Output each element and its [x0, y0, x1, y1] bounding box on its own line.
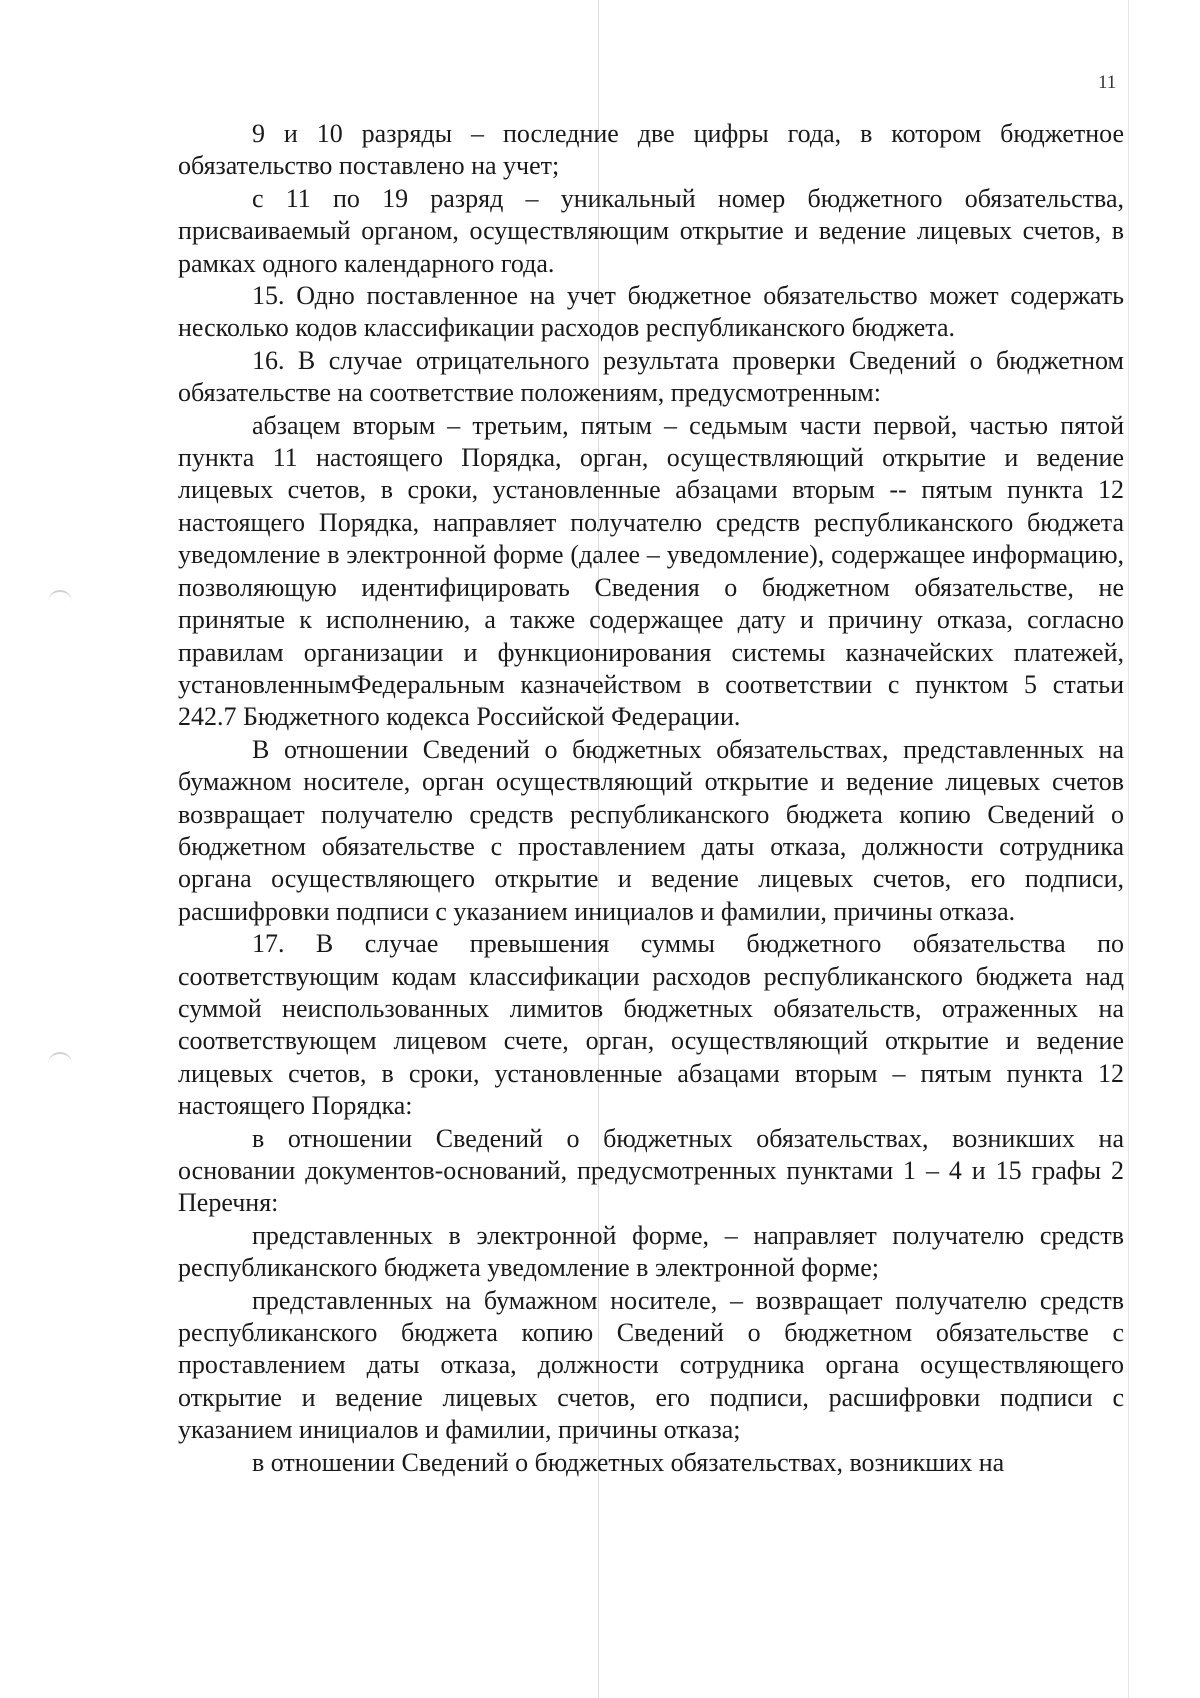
- paragraph: представленных в электронной форме, – направляет получателю средств республиканского бюджета уведомление в электронной форме;: [178, 1220, 1124, 1283]
- punch-hole-mark: [48, 1052, 72, 1068]
- paragraph: абзацем вторым – третьим, пятым – седьмым части первой, частью пятой пункта 11 настоящего Порядка, орган, осуществляющий открытие и ведение лицевых счетов, в сроки, установленные абзацами вторым -- пятым пункта 12 настоящего Порядка, направляет получателю средств республиканского бюджета уведомление в электронной форме (далее – уведомление), содержащее информацию, позволяющую идентифицировать Сведения о бюджетном обязательстве, не принятые к исполнению, а также содержащее дату и причину отказа, согласно правилам организации и функционирования системы казначейских платежей, установленнымФедеральным казначейством в соответствии с пунктом 5 статьи 242.7 Бюджетного кодекса Российской Федерации.: [178, 410, 1124, 732]
- punch-hole-mark: [48, 590, 72, 606]
- paragraph: в отношении Сведений о бюджетных обязательствах, возникших на основании документов-оснований, предусмотренных пунктами 1 – 4 и 15 графы 2 Перечня:: [178, 1123, 1124, 1218]
- paragraph: представленных на бумажном носителе, – возвращает получателю средств республиканского бюджета копию Сведений о бюджетном обязательстве с проставлением даты отказа, должности сотрудника органа осуществляющего открытие и ведение лицевых счетов, его подписи, расшифровки подписи с указанием инициалов и фамилии, причины отказа;: [178, 1285, 1124, 1445]
- paragraph: 17. В случае превышения суммы бюджетного обязательства по соответствующим кодам классификации расходов республиканского бюджета над суммой неиспользованных лимитов бюджетных обязательств, отраженных на соответствующем лицевом счете, орган, осуществляющий открытие и ведение лицевых счетов, в сроки, установленные абзацами вторым – пятым пункта 12 настоящего Порядка:: [178, 929, 1124, 1121]
- paragraph: 16. В случае отрицательного результата проверки Сведений о бюджетном обязательстве на соответствие положениям, предусмотренным:: [178, 345, 1124, 408]
- paragraph: 9 и 10 разряды – последние две цифры года, в котором бюджетное обязательство поставлено на учет;: [178, 119, 1124, 181]
- paragraph: с 11 по 19 разряд – уникальный номер бюджетного обязательства, присваиваемый органом, осуществляющим открытие и ведение лицевых счетов, в рамках одного календарного года.: [178, 183, 1124, 278]
- paragraph: 15. Одно поставленное на учет бюджетное обязательство может содержать несколько кодов классификации расходов республиканского бюджета.: [178, 281, 1124, 343]
- paragraph: в отношении Сведений о бюджетных обязательствах, возникших на: [252, 1447, 1005, 1477]
- page-number: 11: [1098, 72, 1117, 93]
- paragraph: В отношении Сведений о бюджетных обязательствах, представленных на бумажном носителе, орган осуществляющий открытие и ведение лицевых счетов возвращает получателю средств республиканского бюджета копию Сведений о бюджетном обязательстве с проставлением даты отказа, должности сотрудника органа осуществляющего открытие и ведение лицевых счетов, его подписи, расшифровки подписи с указанием инициалов и фамилии, причины отказа.: [178, 734, 1124, 926]
- scan-edge-line: [1128, 0, 1129, 1698]
- document-body: [178, 118, 1124, 1479]
